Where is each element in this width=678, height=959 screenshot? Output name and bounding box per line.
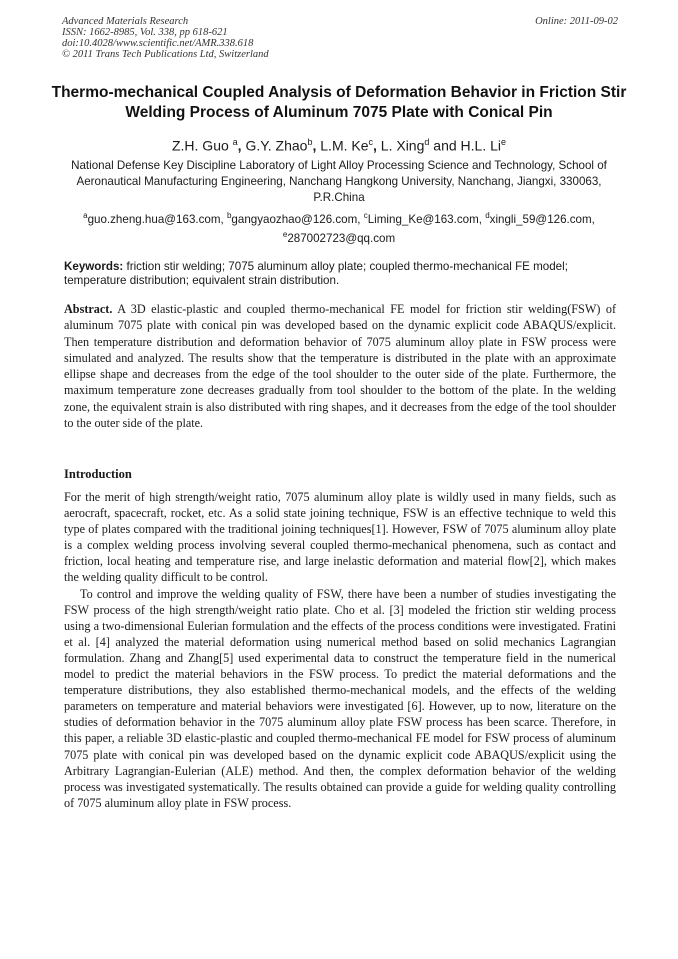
intro-paragraph-2: To control and improve the welding quality of FSW, there have been a number of studies investigating the FSW process of the high strength/weight ratio plate. Cho et al. [3] modeled the friction stir welding process using a two-dimensional Eulerian formulation and the effects of the process conditions were investigated. Fratini et al. [4] analyzed the material deformation using numerical method based on solid mechanics Lagrangian formulation. Zhang and Zhang[5] used experimental data to construct the temperature field in the numerical model to predict the material behaviors in the FSW process. To predict the material deformations and the temperature distributions, they also established thermo-mechanical models, and the effects of the welding parameters on temperature and material behaviors were investigated [6]. However, up to now, literature on the studies of deformation behavior in the 7075 aluminum alloy plate FSW process has been scarce. Therefore, in this paper, a reliable 3D elastic-plastic and coupled thermo-mechanical FE model for FSW process of aluminum 7075 plate with conical pin was developed based on the dynamic explicit code ABAQUS/explicit using the Arbitrary Lagrangian‐Eulerian (ALE) method. And then, the complex deformation behavior of the welding process was investigated systematically. The results obtained can provide a guide for welding quality controlling of 7075 aluminum alloy plate in FSW process. [64,586,616,810]
email-address: xingli_59@126.com, [489,212,595,226]
doi-line: doi:10.4028/www.scientific.net/AMR.338.618 [62,38,254,49]
author-separator: , [237,137,242,154]
abstract-label: Abstract. [64,302,113,316]
abstract [64,301,616,431]
author-marker: d [424,137,430,147]
email-marker: d [485,211,490,220]
email-marker: c [363,211,368,220]
keywords [64,260,616,288]
email-marker: e [282,229,288,239]
journal-header [62,16,618,60]
author-name: Z.H. Guo [171,137,229,154]
copyright-line: © 2011 Trans Tech Publications Ltd, Switzerland [62,49,269,60]
affiliation: National Defense Key Discipline Laboratory of Light Alloy Processing Science and Technology, School of Aeronautical Manufacturing Engineering, Nanchang Hangkong University, Nanchang, Jiangxi, 330063, P.R.China [71,159,607,204]
author-name: L. Xing [380,137,425,154]
abstract-text: A 3D elastic-plastic and coupled thermo-mechanical FE model for friction stir welding(FSW) of aluminum 7075 plate with conical pin was developed based on the dynamic explicit code ABAQUS/explicit. Then temperature distribution and deformation behavior of 7075 aluminum alloy plate in FSW process were simulated and analyzed. The results show that the temperature is distributed in the plate with an approximate ellipse shape and decreases from the edge of the tool shoulder to the outer side of the plate. Furthermore, the maximum temperature zone decreases gradually from tool shoulder to the bottom of the plate. In the welding zone, the equivalent strain is also distributed with ring shapes, and it decreases from the edge of the tool shoulder to the outer side of the plate. [64,302,617,431]
author-name: H.L. Li [460,137,502,154]
intro-paragraph-1: For the merit of high strength/weight ratio, 7075 aluminum alloy plate is wildly used in many fields, such as aerocraft, spacecraft, rocket, etc. As a solid state joining technique, FSW is an effective technique to weld this type of plates compared with the traditional joining techniques[1]. However, FSW of 7075 aluminum alloy plate is a complex welding process involving several coupled thermo-mechanical phenomena, such as contact and friction, local heating and temperature rise, and large inelastic deformation and material flow[2], which makes the welding quality difficult to be control. [64,490,616,585]
paper-title: Thermo-mechanical Coupled Analysis of Deformation Behavior in Friction Stir Welding Process of Aluminum 7075 Plate with Conical Pin [51,84,627,121]
email-marker: b [226,211,232,220]
journal-name: Advanced Materials Research [62,16,189,27]
author-separator: , [373,137,377,154]
email-address: gangyaozhao@126.com, [231,212,364,226]
author-list [40,133,638,155]
author-conjunction: and [433,137,457,154]
online-date: Online: 2011-09-02 [535,16,618,27]
email-marker: a [83,211,88,220]
keywords-label: Keywords: [64,260,124,273]
author-marker: a [232,137,238,147]
introduction-body [64,489,616,811]
email-list [52,208,626,246]
author-separator: , [312,137,317,154]
keywords-text: friction stir welding; 7075 aluminum alloy plate; coupled thermo-mechanical FE model; temperature distribution; equivalent strain distribution. [64,260,568,287]
email-address: Liming_Ke@163.com, [367,212,486,226]
email-address: guo.zheng.hua@163.com, [87,212,227,226]
section-heading-introduction: Introduction [64,467,132,481]
author-marker: b [307,137,313,147]
author-name: G.Y. Zhao [245,137,308,154]
author-name: L.M. Ke [320,137,369,154]
issn-line: ISSN: 1662-8985, Vol. 338, pp 618-621 [62,27,228,38]
email-address: 287002723@qq.com [287,231,396,245]
author-marker: c [368,137,374,147]
author-marker: e [501,137,507,147]
